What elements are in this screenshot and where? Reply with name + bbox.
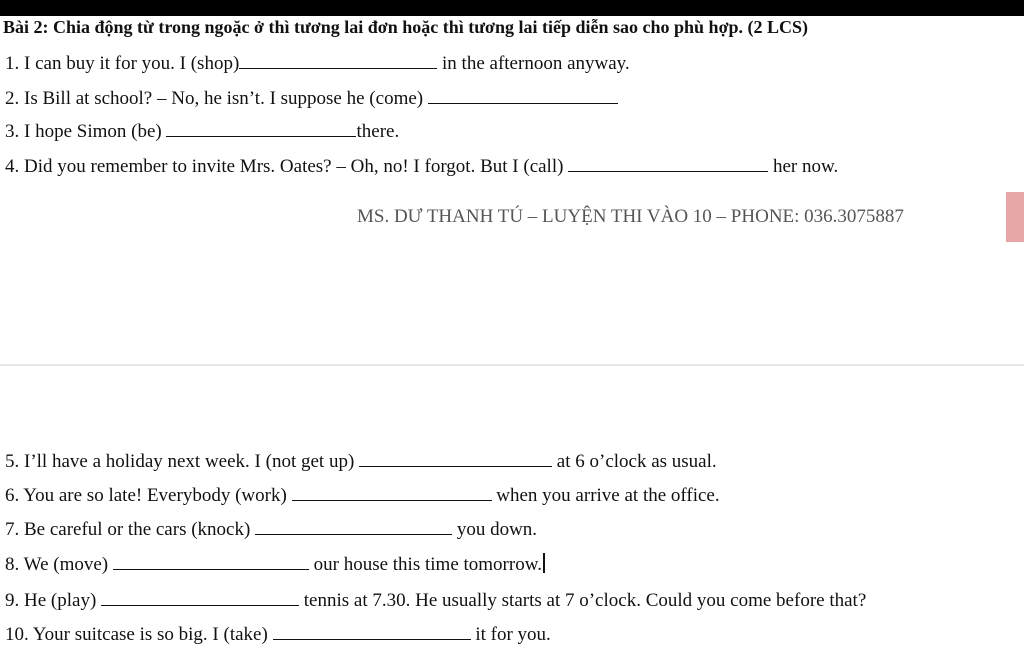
exercise-item-8: 8. We (move) our house this time tomorrow. <box>5 551 545 577</box>
answer-blank-3[interactable] <box>166 118 356 137</box>
page-break-divider <box>0 364 1024 366</box>
exercise-item-9: 9. He (play) tennis at 7.30. He usually starts at 7 o’clock. Could you come before that? <box>5 587 866 613</box>
answer-blank-5[interactable] <box>359 448 552 467</box>
exercise-item-3: 3. I hope Simon (be) there. <box>5 118 399 144</box>
answer-blank-1[interactable] <box>239 50 437 69</box>
answer-blank-9[interactable] <box>101 587 299 606</box>
exercise-item-7: 7. Be careful or the cars (knock) you down. <box>5 516 537 542</box>
exercise-item-6: 6. You are so late! Everybody (work) when you arrive at the office. <box>5 482 720 508</box>
answer-blank-10[interactable] <box>273 621 471 640</box>
text-cursor <box>543 553 545 573</box>
answer-blank-6[interactable] <box>292 482 492 501</box>
answer-blank-8[interactable] <box>113 551 309 570</box>
answer-blank-2[interactable] <box>428 85 618 104</box>
top-black-bar <box>0 0 1024 16</box>
exercise-item-10: 10. Your suitcase is so big. I (take) it for you. <box>5 621 551 647</box>
page-footer: MS. DƯ THANH TÚ – LUYỆN THI VÀO 10 – PHONE: 036.3075887 <box>357 206 904 227</box>
scroll-marker <box>1006 192 1024 242</box>
exercise-item-4: 4. Did you remember to invite Mrs. Oates? – Oh, no! I forgot. But I (call) her now. <box>5 153 838 179</box>
exercise-item-2: 2. Is Bill at school? – No, he isn’t. I suppose he (come) <box>5 85 618 111</box>
exercise-item-1: 1. I can buy it for you. I (shop) in the afternoon anyway. <box>5 50 630 76</box>
exercise-title: Bài 2: Chia động từ trong ngoặc ở thì tương lai đơn hoặc thì tương lai tiếp diễn sao cho phù hợp. (2 LCS) <box>3 17 809 37</box>
exercise-item-5: 5. I’ll have a holiday next week. I (not get up) at 6 o’clock as usual. <box>5 448 717 474</box>
answer-blank-7[interactable] <box>255 516 452 535</box>
answer-blank-4[interactable] <box>568 153 768 172</box>
